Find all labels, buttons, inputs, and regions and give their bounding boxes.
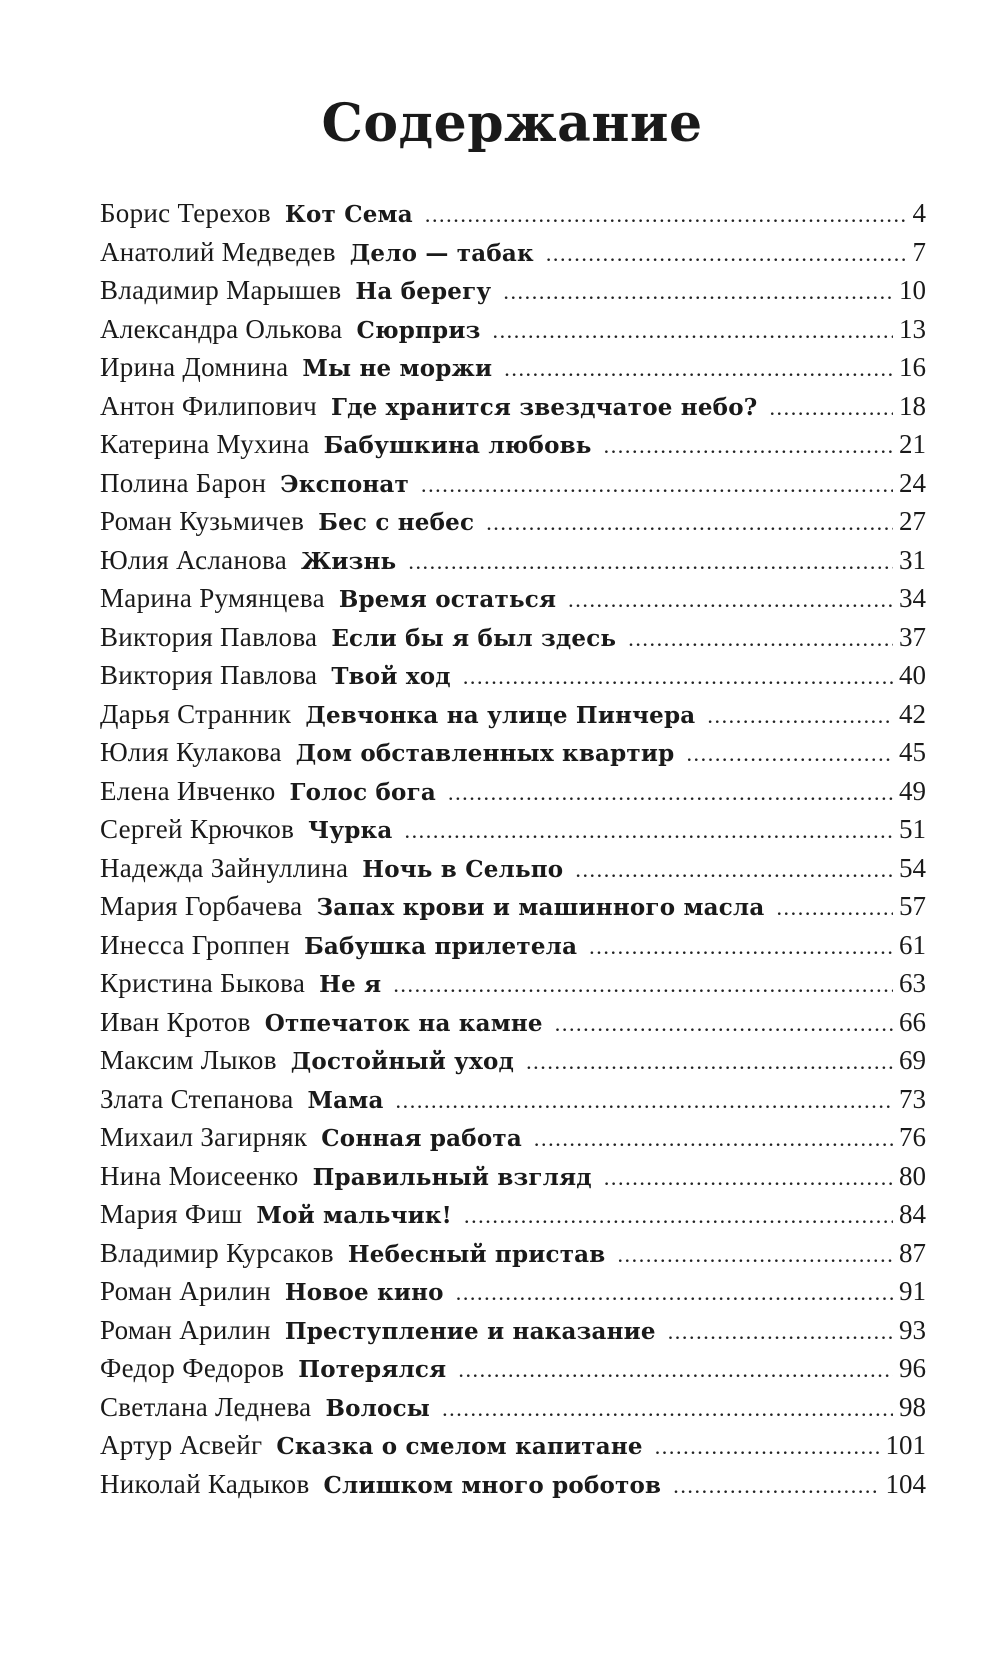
toc-author: Полина Барон: [100, 467, 267, 498]
toc-page-number: 84: [899, 1199, 926, 1229]
toc-author: Светлана Леднева: [100, 1391, 312, 1422]
toc-story-title: Волосы: [325, 1394, 431, 1422]
toc-page-number: 69: [899, 1045, 926, 1075]
toc-entry[interactable]: [100, 849, 926, 888]
toc-story-title: Достойный уход: [290, 1048, 515, 1075]
toc-page-number: 93: [899, 1314, 926, 1345]
toc-story-title: Жизнь: [300, 547, 397, 575]
toc-author: Михаил Загирняк: [100, 1122, 308, 1152]
toc-author: Владимир Марышев: [100, 275, 342, 305]
dot-leader: [776, 889, 893, 926]
dot-leader: [546, 235, 907, 272]
toc-entry[interactable]: [100, 541, 926, 580]
dot-leader: [769, 389, 893, 426]
dot-leader: [492, 312, 893, 349]
toc-page-number: 21: [899, 429, 926, 459]
toc-entry[interactable]: [100, 464, 926, 503]
toc-story-title: Дом обставленных квартир: [295, 740, 675, 767]
toc-page-number: 4: [912, 198, 926, 228]
dot-leader: [464, 1197, 893, 1234]
dot-leader: [604, 427, 893, 464]
toc-entry[interactable]: [100, 1311, 926, 1350]
dot-leader: [408, 543, 893, 580]
toc-page-number: 42: [899, 698, 926, 729]
toc-author: Злата Степанова: [100, 1083, 294, 1114]
dot-leader: [448, 774, 893, 811]
toc-story-title: Запах крови и машинного масла: [316, 894, 765, 921]
toc-story-title: Не я: [319, 971, 382, 998]
toc-author: Николай Кадыков: [100, 1468, 310, 1499]
toc-entry[interactable]: [100, 618, 926, 657]
toc-author: Антон Филипович: [100, 390, 318, 421]
dot-leader: [604, 1159, 893, 1196]
toc-entry[interactable]: [100, 733, 926, 772]
toc-story-title: Девчонка на улице Пинчера: [305, 701, 696, 729]
dot-leader: [568, 581, 893, 618]
toc-entry[interactable]: [100, 502, 926, 541]
toc-entry[interactable]: [100, 271, 926, 310]
toc-story-title: Мой мальчик!: [256, 1202, 452, 1229]
toc-entry[interactable]: [100, 1080, 926, 1119]
toc-author: Виктория Павлова: [100, 660, 318, 690]
toc-story-title: Слишком много роботов: [323, 1471, 662, 1499]
toc-author: Елена Ивченко: [100, 775, 276, 806]
toc-story-title: Чурка: [308, 817, 393, 844]
dot-leader: [463, 658, 893, 695]
toc-author: Сергей Крючков: [100, 814, 295, 844]
dot-leader: [456, 1274, 893, 1311]
toc-page-number: 76: [899, 1122, 926, 1152]
toc-entry[interactable]: [100, 1465, 926, 1504]
toc-entry[interactable]: [100, 1041, 926, 1080]
toc-page-number: 57: [899, 891, 926, 921]
dot-leader: [503, 273, 893, 310]
toc-page-number: 31: [899, 544, 926, 575]
dot-leader: [534, 1120, 893, 1157]
dot-leader: [655, 1428, 880, 1465]
toc-entry[interactable]: [100, 1157, 926, 1196]
toc-author: Анатолий Медведев: [100, 236, 336, 267]
toc-story-title: Бабушкина любовь: [323, 432, 592, 459]
toc-story-title: Правильный взгляд: [312, 1163, 592, 1191]
toc-page-number: 40: [899, 660, 926, 690]
toc-page-number: 27: [899, 506, 926, 536]
toc-entry[interactable]: [100, 194, 926, 233]
toc-author: Катерина Мухина: [100, 429, 310, 459]
toc-story-title: Бес с небес: [318, 509, 475, 536]
toc-entry[interactable]: [100, 1388, 926, 1427]
toc-entry[interactable]: [100, 656, 926, 695]
toc-author: Роман Арилин: [100, 1314, 271, 1345]
toc-page-number: 54: [899, 852, 926, 883]
toc-page-number: 63: [899, 968, 926, 998]
toc-author: Роман Арилин: [100, 1276, 271, 1306]
toc-author: Роман Кузьмичев: [100, 506, 305, 536]
toc-author: Кристина Быкова: [100, 968, 306, 998]
toc-page-number: 87: [899, 1237, 926, 1268]
toc-entry[interactable]: [100, 964, 926, 1003]
toc-story-title: Сонная работа: [321, 1125, 522, 1152]
dot-leader: [617, 1236, 893, 1273]
toc-story-title: Ночь в Сельпо: [362, 855, 564, 883]
toc-story-title: Голос бога: [289, 778, 436, 806]
dot-leader: [575, 851, 893, 888]
dot-leader: [425, 196, 907, 233]
toc-story-title: Твой ход: [331, 663, 451, 690]
dot-leader: [589, 928, 893, 965]
toc-entry[interactable]: [100, 772, 926, 811]
toc-page-number: 13: [899, 313, 926, 344]
toc-story-title: Если бы я был здесь: [331, 624, 617, 652]
toc-author: Надежда Зайнуллина: [100, 852, 349, 883]
toc-author: Артур Асвейг: [100, 1430, 263, 1460]
toc-story-title: Мы не моржи: [302, 355, 493, 382]
toc-page-number: 34: [899, 583, 926, 613]
toc-story-title: Сказка о смелом капитане: [276, 1433, 643, 1460]
toc-page-number: 66: [899, 1006, 926, 1037]
dot-leader: [628, 620, 893, 657]
toc-author: Нина Моисеенко: [100, 1160, 299, 1191]
toc-author: Марина Румянцева: [100, 583, 325, 613]
dot-leader: [442, 1390, 893, 1427]
toc-entry[interactable]: [100, 1195, 926, 1234]
toc-author: Юлия Кулакова: [100, 737, 282, 767]
toc-author: Ирина Домнина: [100, 352, 289, 382]
toc-story-title: Экспонат: [280, 470, 409, 498]
dot-leader: [555, 1005, 893, 1042]
toc-entry[interactable]: [100, 1234, 926, 1273]
toc-entry[interactable]: [100, 579, 926, 618]
toc-page-number: 49: [899, 775, 926, 806]
toc-page-number: 80: [899, 1160, 926, 1191]
toc-story-title: Сюрприз: [356, 316, 481, 344]
dot-leader: [686, 735, 893, 772]
toc-author: Александра Олькова: [100, 313, 343, 344]
toc-story-title: Преступление и наказание: [284, 1317, 656, 1345]
toc-author: Юлия Асланова: [100, 544, 287, 575]
toc-story-title: Дело — табак: [349, 239, 534, 267]
toc-story-title: Потерялся: [298, 1356, 447, 1383]
toc-author: Максим Лыков: [100, 1045, 277, 1075]
dot-leader: [458, 1351, 893, 1388]
toc-story-title: Кот Сема: [284, 201, 413, 228]
dot-leader: [421, 466, 893, 503]
dot-leader: [486, 504, 893, 541]
toc-entry[interactable]: [100, 387, 926, 426]
dot-leader: [504, 350, 893, 387]
toc-entry[interactable]: [100, 1349, 926, 1388]
toc-story-title: Новое кино: [284, 1279, 444, 1306]
toc-entry[interactable]: [100, 233, 926, 272]
toc-story-title: Мама: [307, 1086, 384, 1114]
toc-author: Мария Фиш: [100, 1199, 243, 1229]
toc-entry[interactable]: [100, 310, 926, 349]
toc-page-number: 10: [899, 275, 926, 305]
toc-entry[interactable]: [100, 1426, 926, 1465]
toc-page-number: 98: [899, 1391, 926, 1422]
toc-author: Иван Кротов: [100, 1006, 251, 1037]
toc-entry[interactable]: [100, 1003, 926, 1042]
toc-entry[interactable]: [100, 926, 926, 965]
toc-story-title: Время остаться: [338, 586, 557, 613]
toc-entry[interactable]: [100, 810, 926, 849]
toc-author: Мария Горбачева: [100, 891, 303, 921]
toc-story-title: На берегу: [355, 278, 492, 305]
toc-entry[interactable]: [100, 1118, 926, 1157]
toc-page-number: 104: [885, 1468, 926, 1499]
toc-author: Владимир Курсаков: [100, 1237, 334, 1268]
toc-page-number: 91: [899, 1276, 926, 1306]
dot-leader: [668, 1313, 893, 1350]
toc-story-title: Небесный пристав: [347, 1240, 606, 1268]
dot-leader: [673, 1467, 879, 1504]
toc-story-title: Отпечаток на камне: [264, 1009, 543, 1037]
toc-author: Инесса Гроппен: [100, 929, 291, 960]
toc-page-number: 96: [899, 1353, 926, 1383]
dot-leader: [707, 697, 893, 734]
toc-page-number: 45: [899, 737, 926, 767]
toc-page-number: 18: [899, 390, 926, 421]
dot-leader: [396, 1082, 893, 1119]
toc-author: Борис Терехов: [100, 198, 271, 228]
toc-entry[interactable]: [100, 425, 926, 464]
dot-leader: [404, 812, 893, 849]
toc-author: Виктория Павлова: [100, 621, 318, 652]
toc-story-title: Бабушка прилетела: [304, 932, 578, 960]
toc-entry[interactable]: [100, 695, 926, 734]
toc-page-number: 7: [912, 236, 926, 267]
toc-page-number: 37: [899, 621, 926, 652]
toc-page-number: 101: [885, 1430, 926, 1460]
toc-story-title: Где хранится звездчатое небо?: [331, 393, 758, 421]
toc-page-number: 24: [899, 467, 926, 498]
toc-page-number: 73: [899, 1083, 926, 1114]
table-of-contents: [100, 194, 926, 1503]
toc-entry[interactable]: [100, 887, 926, 926]
toc-author: Федор Федоров: [100, 1353, 285, 1383]
dot-leader: [526, 1043, 893, 1080]
page-title: Содержание: [321, 93, 703, 154]
toc-entry[interactable]: [100, 348, 926, 387]
toc-entry[interactable]: [100, 1272, 926, 1311]
toc-page-number: 51: [899, 814, 926, 844]
dot-leader: [393, 966, 893, 1003]
toc-page-number: 16: [899, 352, 926, 382]
toc-author: Дарья Странник: [100, 698, 292, 729]
toc-page-number: 61: [899, 929, 926, 960]
